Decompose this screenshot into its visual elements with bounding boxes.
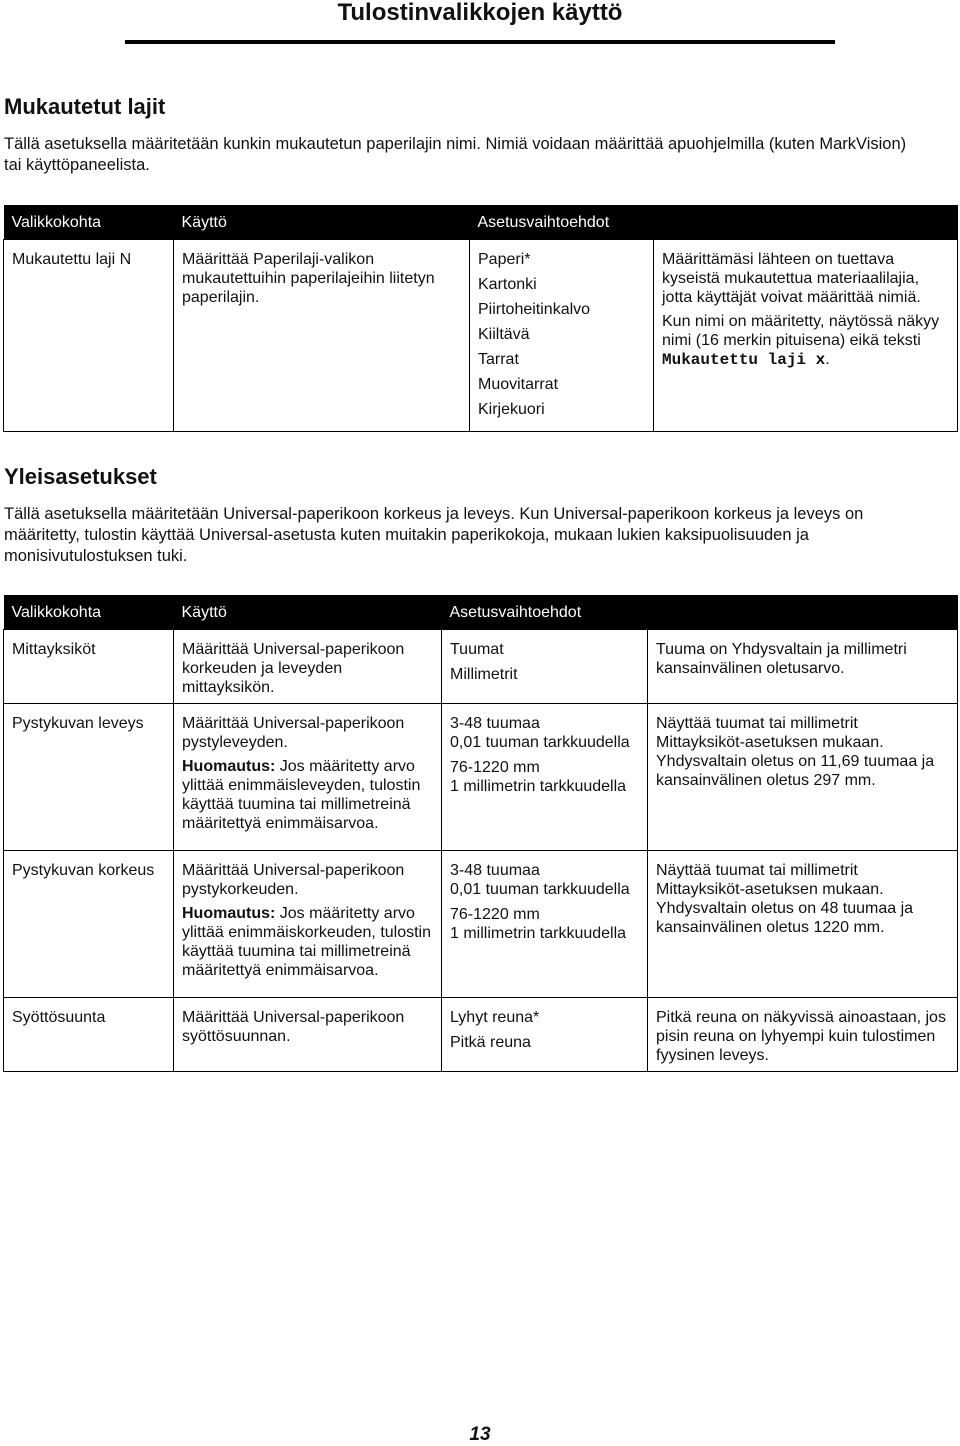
note-text: Jos määritetty arvo ylittää enimmäiskorkeuden, tulostin käyttää tuumina tai millimetreinä määritettyä enimmäisarvoa. bbox=[182, 905, 432, 979]
cell-usage bbox=[174, 704, 442, 851]
cell-usage bbox=[174, 851, 442, 998]
table-row bbox=[4, 998, 958, 1072]
option-item: Pitkä reuna bbox=[450, 1034, 531, 1051]
option-item: Lyhyt reuna* bbox=[450, 1009, 540, 1026]
table-row bbox=[4, 851, 958, 998]
cell-options bbox=[442, 704, 648, 851]
usage-paragraph: Määrittää Universal-paperikoon pystyleveyden. bbox=[182, 715, 405, 751]
column-header-options: Asetusvaihtoehdot bbox=[442, 595, 958, 630]
cell-options bbox=[442, 998, 648, 1072]
option-item: Piirtoheitinkalvo bbox=[478, 301, 591, 318]
cell-item: Pystykuvan leveys bbox=[4, 704, 174, 851]
option-item: 3-48 tuumaa 0,01 tuuman tarkkuudella bbox=[450, 862, 630, 898]
universal-table bbox=[3, 595, 958, 1072]
column-header-item: Valikkokohta bbox=[4, 205, 174, 240]
option-item: Kirjekuori bbox=[478, 401, 545, 418]
table-header-row bbox=[4, 595, 958, 630]
note-paragraph bbox=[182, 757, 435, 833]
option-item: Paperi* bbox=[478, 251, 531, 268]
section-title-custom-types: Mukautetut lajit bbox=[4, 94, 166, 119]
options-list bbox=[450, 714, 641, 796]
option-item: Tuumat bbox=[450, 641, 504, 658]
cell-item: Syöttösuunta bbox=[4, 998, 174, 1072]
table-row bbox=[4, 704, 958, 851]
page-number: 13 bbox=[469, 1424, 491, 1445]
description-text: Kun nimi on määritetty, näytössä näkyy nimi (16 merkin pituisena) eikä teksti bbox=[662, 313, 940, 349]
cell-description: Tuuma on Yhdysvaltain ja millimetri kansainvälinen oletusarvo. bbox=[648, 630, 958, 704]
option-item: 3-48 tuumaa 0,01 tuuman tarkkuudella bbox=[450, 715, 630, 751]
option-item: Kiiltävä bbox=[478, 326, 530, 343]
cell-description: Näyttää tuumat tai millimetrit Mittayksiköt-asetuksen mukaan. Yhdysvaltain oletus on 48 tuumaa ja kansainvälinen oletus 1220 mm. bbox=[648, 851, 958, 998]
description-paragraph: Määrittämäsi lähteen on tuettava kyseistä mukautettua materiaalilajia, jotta käyttäjät voivat määrittää nimiä. bbox=[662, 251, 921, 306]
cell-options bbox=[470, 240, 654, 432]
cell-description: Näyttää tuumat tai millimetrit Mittayksiköt-asetuksen mukaan. Yhdysvaltain oletus on 11,69 tuumaa ja kansainvälinen oletus 297 mm. bbox=[648, 704, 958, 851]
custom-types-table bbox=[3, 205, 958, 432]
options-list bbox=[478, 250, 647, 419]
cell-usage: Määrittää Universal-paperikoon syöttösuunnan. bbox=[174, 998, 442, 1072]
description-paragraph bbox=[662, 312, 951, 370]
column-header-usage: Käyttö bbox=[174, 595, 442, 630]
description-text: . bbox=[825, 351, 830, 368]
option-item: Millimetrit bbox=[450, 666, 518, 683]
column-header-item: Valikkokohta bbox=[4, 595, 174, 630]
cell-item: Mittayksiköt bbox=[4, 630, 174, 704]
options-list bbox=[450, 640, 641, 684]
cell-options bbox=[442, 851, 648, 998]
note-label: Huomautus: bbox=[182, 758, 276, 775]
table-row bbox=[4, 630, 958, 704]
cell-description bbox=[654, 240, 958, 432]
note-paragraph bbox=[182, 904, 435, 980]
option-item: Muovitarrat bbox=[478, 376, 559, 393]
section-description-universal: Tällä asetuksella määritetään Universal-paperikoon korkeus ja leveys. Kun Universal-paperikoon korkeus ja leveys on määritetty, tulostin käyttää Universal-asetusta kuten muitakin paperikokoja, mukaan lukien kaksipuolisuuden ja monisivutulostuksen tuki. bbox=[4, 505, 864, 565]
page-header-title: Tulostinvalikkojen käyttö bbox=[337, 0, 623, 26]
usage-paragraph: Määrittää Universal-paperikoon pystykorkeuden. bbox=[182, 862, 405, 898]
column-header-options: Asetusvaihtoehdot bbox=[470, 205, 958, 240]
cell-options bbox=[442, 630, 648, 704]
note-text: Jos määritetty arvo ylittää enimmäisleveyden, tulostin käyttää tuumina tai millimetreinä määritettyä enimmäisarvoa. bbox=[182, 758, 421, 832]
section-title-universal: Yleisasetukset bbox=[4, 464, 157, 489]
cell-description: Pitkä reuna on näkyvissä ainoastaan, jos pisin reuna on lyhyempi kuin tulostimen fyysinen leveys. bbox=[648, 998, 958, 1072]
option-item: Tarrat bbox=[478, 351, 519, 368]
options-list bbox=[450, 1008, 641, 1052]
cell-usage: Määrittää Universal-paperikoon korkeuden ja leveyden mittayksikön. bbox=[174, 630, 442, 704]
code-text: Mukautettu laji x bbox=[662, 351, 826, 369]
option-item: 76-1220 mm 1 millimetrin tarkkuudella bbox=[450, 906, 627, 942]
options-list bbox=[450, 861, 641, 943]
option-item: 76-1220 mm 1 millimetrin tarkkuudella bbox=[450, 759, 627, 795]
cell-item: Pystykuvan korkeus bbox=[4, 851, 174, 998]
table-row bbox=[4, 240, 958, 432]
cell-item: Mukautettu laji N bbox=[4, 240, 174, 432]
column-header-usage: Käyttö bbox=[174, 205, 470, 240]
cell-usage: Määrittää Paperilaji-valikon mukautettuihin paperilajeihin liitetyn paperilajin. bbox=[174, 240, 470, 432]
table-header-row bbox=[4, 205, 958, 240]
note-label: Huomautus: bbox=[182, 905, 276, 922]
page-header bbox=[125, 0, 835, 44]
section-description-custom-types: Tällä asetuksella määritetään kunkin mukautetun paperilajin nimi. Nimiä voidaan määrittää apuohjelmilla (kuten MarkVision) tai käyttöpaneelista. bbox=[4, 135, 907, 174]
option-item: Kartonki bbox=[478, 276, 537, 293]
